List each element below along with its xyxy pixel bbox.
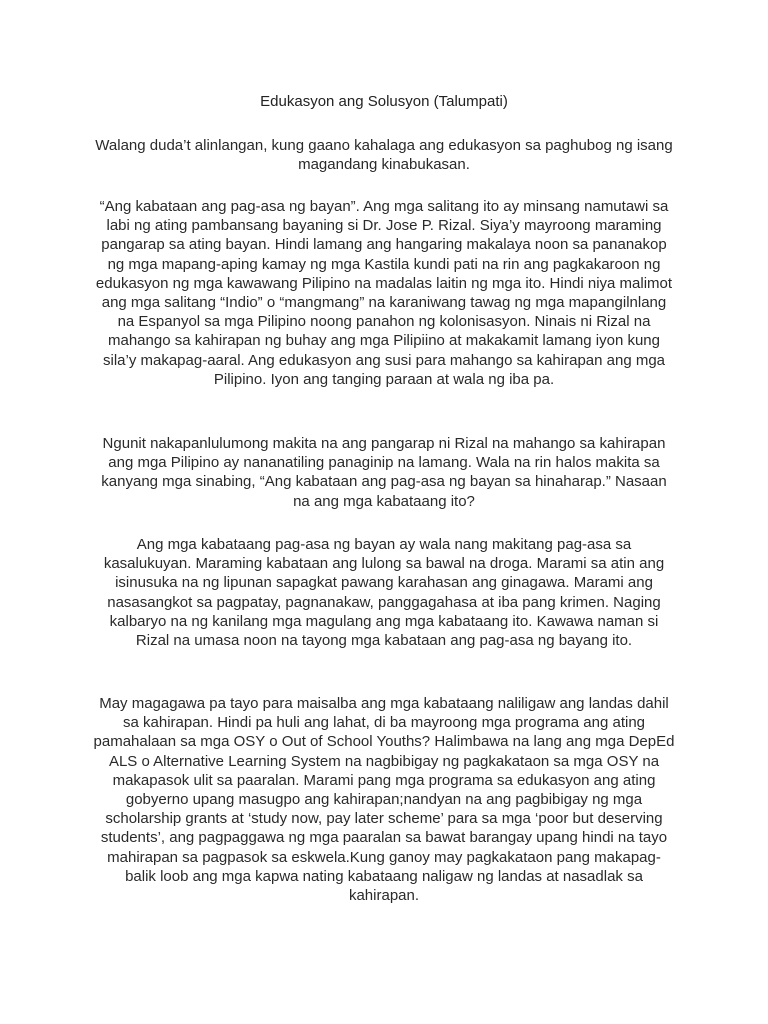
- paragraph-rizal-quote: “Ang kabataan ang pag-asa ng bayan”. Ang mga salitang ito ay minsang namutawi sa labi ng ating pambansang bayaning si Dr. Jose P. Rizal. Siya’y mayroong maraming pangarap sa ating bayan. Hindi lamang ang hangaring makalaya noon sa pananakop ng mga mapang-aping kamay ng mga Kastila kundi pati na rin ang pagkakaroon ng edukasyon ng mga kawawang Pilipino na madalas laitin ng mga ito. Hindi niya malimot ang mga salitang “Indio” o “mangmang” na karaniwang tawag ng mga mapangilnlang na Espanyol sa mga Pilipino noong panahon ng kolonisasyon. Ninais ni Rizal na mahango sa kahirapan ng buhay ang mga Pilipiino at makakamit lamang iyon kung sila’y makapag-aaral. Ang edukasyon ang susi para mahango sa kahirapan ang mga Pilipino. Iyon ang tanging paraan at wala ng iba pa.: [95, 198, 673, 388]
- paragraph-solutions: May magagawa pa tayo para maisalba ang mga kabataang naliligaw ang landas dahil sa kahirapan. Hindi pa huli ang lahat, di ba mayroong mga programa ang ating pamahalaan sa mga OSY o Out of School Youths? Halimbawa na lang ang mga DepEd ALS o Alternative Learning System na nagbibigay ng pagkakataon sa mga OSY na makapasok ulit sa paaralan. Marami pang mga programa sa edukasyon ang ating gobyerno upang masugpo ang kahirapan;nandyan na ang pagbibigay ng mga scholarship grants at ‘study now, pay later scheme’ para sa mga ‘poor but deserving students’, ang pagpaggawa ng mga paaralan sa bawat barangay upang hindi na tayo mahirapan sa pagpasok sa eskwela.Kung ganoy may pagkakataon pang makapag-balik loob ang mga kapwa nating kabataang naligaw ng landas at nasadlak sa kahirapan.: [93, 695, 675, 905]
- paragraph-youth-today: Ang mga kabataang pag-asa ng bayan ay wala nang makitang pag-asa sa kasalukuyan. Maraming kabataan ang lulong sa bawal na droga. Marami sa atin ang isinusuka na ng lipunan sapagkat pawang karahasan ang ginagawa. Marami ang nasasangkot sa pagpatay, pagnanakaw, panggagahasa at iba pang krimen. Naging kalbaryo na ng kanilang mga magulang ang mga kabataang ito. Kawawa naman si Rizal na umasa noon na tayong mga kabataan ang pag-asa ng bayang ito.: [103, 536, 665, 650]
- document-title: Edukasyon ang Solusyon (Talumpati): [260, 93, 508, 110]
- paragraph-intro: Walang duda’t alinlangan, kung gaano kahalaga ang edukasyon sa paghubog ng isang magandang kinabukasan.: [95, 137, 673, 174]
- paragraph-dream-unfulfilled: Ngunit nakapanlulumong makita na ang pangarap ni Rizal na mahango sa kahirapan ang mga Pilipino ay nananatiling panaginip na lamang. Wala na rin halos makita sa kanyang mga sinabing, “Ang kabataan ang pag-asa ng bayan sa hinaharap.” Nasaan na ang mga kabataang ito?: [101, 435, 667, 510]
